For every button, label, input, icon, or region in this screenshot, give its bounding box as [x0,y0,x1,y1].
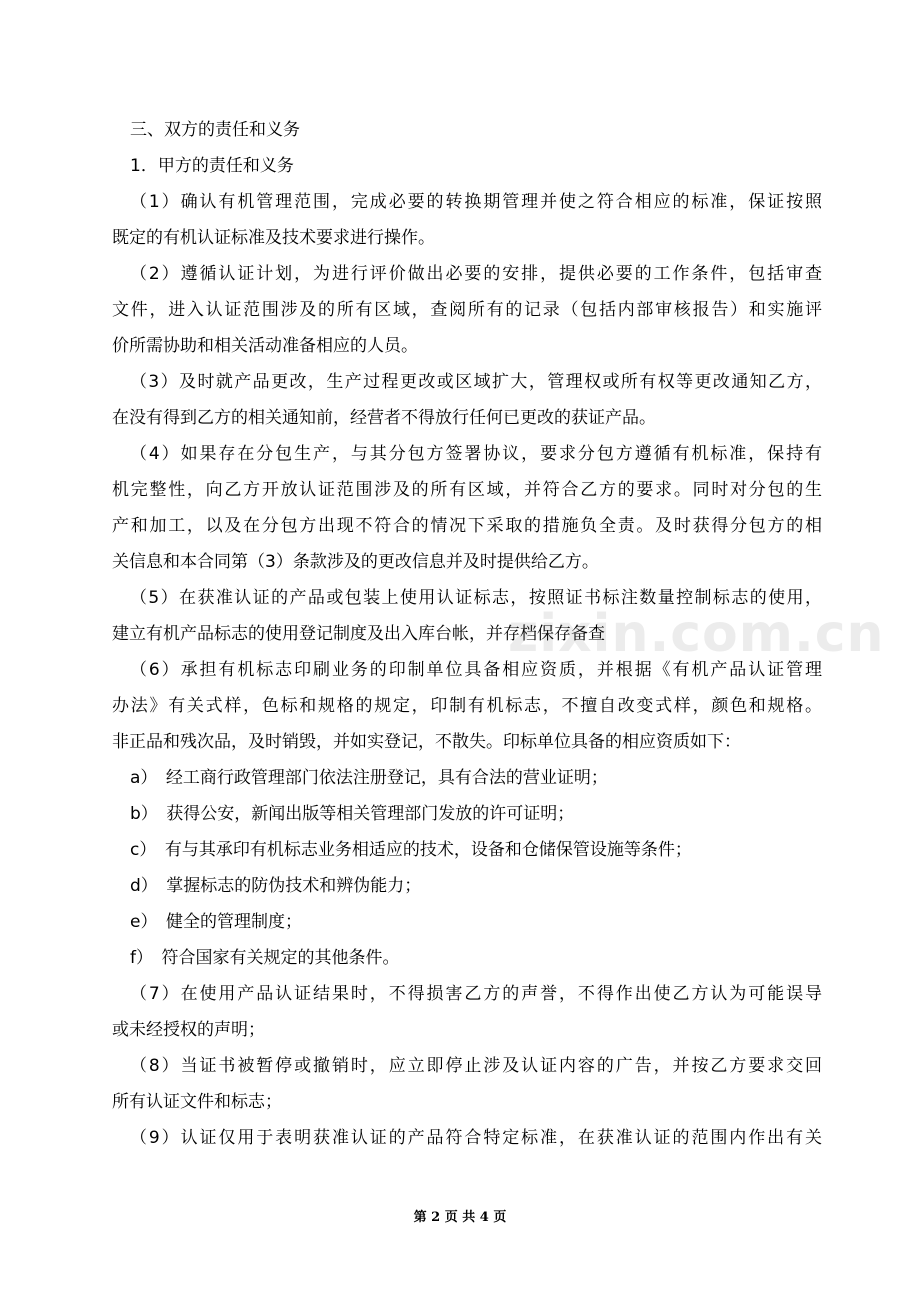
list-item-e: e） 健全的管理制度； [130,912,302,932]
list-item-a: a） 经工商行政管理部门依法注册登记，具有合法的营业证明； [130,768,608,788]
paragraph-6-line-2: 办法》有关式样，色标和规格的规定，印制有机标志，不擅自改变式样，颜色和规格。 [112,696,822,716]
paragraph-5-line-1: （5）在获准认证的产品或包装上使用认证标志，按照证书标注数量控制标志的使用， [130,588,822,608]
paragraph-4-line-2: 机完整性，向乙方开放认证范围涉及的所有区域，并符合乙方的要求。同时对分包的生 [112,480,822,500]
paragraph-3-line-1: （3）及时就产品更改，生产过程更改或区域扩大，管理权或所有权等更改通知乙方， [130,372,822,392]
list-item-f: f） 符合国家有关规定的其他条件。 [130,948,400,968]
paragraph-2-line-1: （2）遵循认证计划，为进行评价做出必要的安排，提供必要的工作条件，包括审查 [130,264,822,284]
list-item-b: b） 获得公安，新闻出版等相关管理部门发放的许可证明； [130,804,575,824]
paragraph-4-line-1: （4）如果存在分包生产，与其分包方签署协议，要求分包方遵循有机标准，保持有 [130,444,822,464]
paragraph-2-line-2: 文件，进入认证范围涉及的所有区域，查阅所有的记录（包括内部审核报告）和实施评 [112,300,822,320]
paragraph-6-line-1: （6）承担有机标志印刷业务的印制单位具备相应资质，并根据《有机产品认证管理 [130,660,822,680]
paragraph-7-line-2: 或未经授权的声明； [112,1020,265,1040]
paragraph-7-line-1: （7）在使用产品认证结果时，不得损害乙方的声誉，不得作出使乙方认为可能误导 [130,984,822,1004]
paragraph-3-line-2: 在没有得到乙方的相关通知前，经营者不得放行任何已更改的获证产品。 [112,408,656,428]
paragraph-6-line-3: 非正品和残次品，及时销毁，并如实登记，不散失。印标单位具备的相应资质如下： [112,732,741,752]
list-item-c: c） 有与其承印有机标志业务相适应的技术，设备和仓储保管设施等条件； [130,840,692,860]
paragraph-4-line-3: 产和加工，以及在分包方出现不符合的情况下采取的措施负全责。及时获得分包方的相 [112,516,822,536]
paragraph-5-line-2: 建立有机产品标志的使用登记制度及出入库台帐，并存档保存备查 [112,624,605,644]
paragraph-1-line-2: 既定的有机认证标准及技术要求进行操作。 [112,228,435,248]
list-item-d: d） 掌握标志的防伪技术和辨伪能力； [130,876,422,896]
paragraph-1-line-1: （1）确认有机管理范围，完成必要的转换期管理并使之符合相应的标准，保证按照 [130,192,822,212]
section-heading: 三、双方的责任和义务 [130,120,300,140]
paragraph-4-line-4: 关信息和本合同第（3）条款涉及的更改信息并及时提供给乙方。 [112,552,599,572]
paragraph-8-line-1: （8）当证书被暂停或撤销时，应立即停止涉及认证内容的广告，并按乙方要求交回 [130,1056,822,1076]
paragraph-8-line-2: 所有认证文件和标志； [112,1092,282,1112]
paragraph-9-line-1: （9）认证仅用于表明获准认证的产品符合特定标准，在获准认证的范围内作出有关 [130,1128,822,1148]
paragraph-2-line-3: 价所需协助和相关活动准备相应的人员。 [112,336,418,356]
watermark: zixin.com.cn [508,604,885,664]
page-footer: 第 2 页 共 4 页 [413,1210,507,1225]
subheading: 1．甲方的责任和义务 [130,156,294,176]
